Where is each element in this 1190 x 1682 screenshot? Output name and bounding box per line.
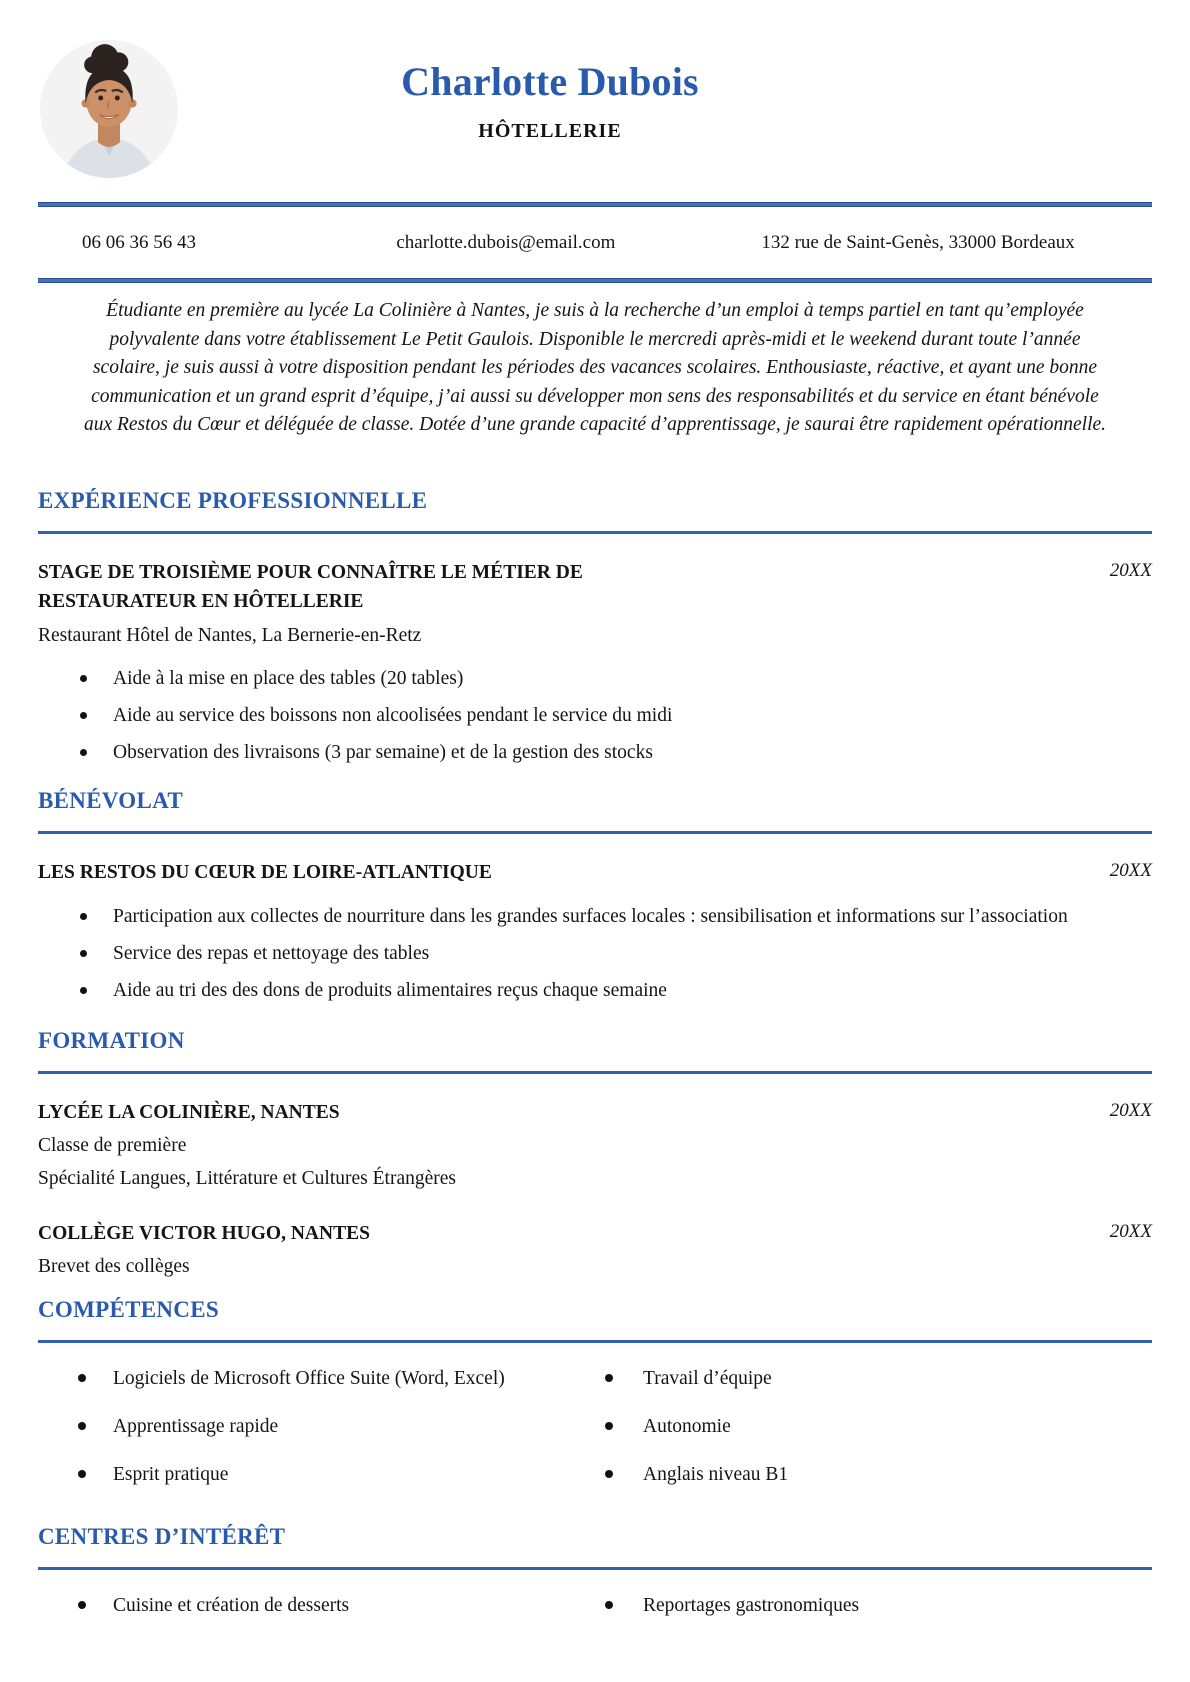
- entry-header: [38, 558, 1152, 616]
- experience-entry: [38, 558, 1152, 766]
- volunteering-heading: BÉNÉVOLAT: [38, 787, 183, 813]
- skill-item: Travail d’équipe: [595, 1365, 1152, 1392]
- skills-rule: [38, 1340, 1152, 1343]
- skills-heading: COMPÉTENCES: [38, 1296, 219, 1322]
- interests-columns: [38, 1592, 1152, 1619]
- profile-summary: Étudiante en première au lycée La Colinière à Nantes, je suis à la recherche d’un emploi à temps partiel en tant qu’employée polyvalente dans votre établissement Le Petit Gaulois. Disponible le mercredi après-midi et le weekend durant toute l’année scolaire, je suis aussi à votre disposition pendant les périodes des vacances scolaires. Enthousiaste, réactive, et ayant une bonne communication et un grand esprit d’équipe, j’ai aussi su développer mon sens des responsabilités et du service en étant bénévole aux Restos du Cœur et déléguée de classe. Dotée d’une grande capacité d’apprentissage, je saurai être rapidement opérationnelle.: [83, 300, 1107, 435]
- entry-date: 20XX: [1109, 1099, 1152, 1121]
- postal-address: 132 rue de Saint-Genès, 33000 Bordeaux: [761, 231, 1075, 253]
- section-education: [38, 1028, 1152, 1281]
- volunteering-rule: [38, 831, 1152, 834]
- bullet-item: Observation des livraisons (3 par semaine) et de la gestion des stocks: [38, 739, 1152, 766]
- education-detail: Spécialité Langues, Littérature et Cultures Étrangères: [38, 1167, 457, 1189]
- interest-item: Reportages gastronomiques: [595, 1592, 1152, 1619]
- bullet-item: Service des repas et nettoyage des tables: [38, 940, 1152, 967]
- experience-rule: [38, 531, 1152, 534]
- skill-item: Autonomie: [595, 1413, 1152, 1440]
- entry-title: STAGE DE TROISIÈME POUR CONNAÎTRE LE MÉTIER DE RESTAURATEUR EN HÔTELLERIE: [38, 561, 583, 612]
- bullet-item: Aide au service des boissons non alcoolisées pendant le service du midi: [38, 702, 1152, 729]
- education-detail: Classe de première: [38, 1134, 187, 1156]
- interests-rule: [38, 1567, 1152, 1570]
- skill-item: Logiciels de Microsoft Office Suite (Word, Excel): [38, 1365, 595, 1392]
- entry-date: 20XX: [1109, 559, 1152, 581]
- education-heading: FORMATION: [38, 1027, 185, 1053]
- email-address: charlotte.dubois@email.com: [396, 231, 616, 253]
- education-entry: [38, 1098, 1152, 1193]
- skill-item: Apprentissage rapide: [38, 1413, 595, 1440]
- interest-item: Cuisine et création de desserts: [38, 1592, 595, 1619]
- entry-date: 20XX: [1109, 859, 1152, 881]
- section-interests: [38, 1524, 1152, 1619]
- education-detail: Brevet des collèges: [38, 1255, 190, 1277]
- name-block: [0, 60, 1100, 143]
- header-divider-bottom: [38, 278, 1152, 283]
- experience-heading: EXPÉRIENCE PROFESSIONNELLE: [38, 487, 428, 513]
- bullet-item: Participation aux collectes de nourriture dans les grandes surfaces locales : sensibilisation et informations sur l’association: [38, 903, 1152, 930]
- section-experience: [38, 488, 1152, 766]
- bullet-item: Aide au tri des des dons de produits alimentaires reçus chaque semaine: [38, 977, 1152, 1004]
- volunteering-entry: [38, 858, 1152, 1004]
- bullet-item: Aide à la mise en place des tables (20 tables): [38, 665, 1152, 692]
- contact-row: [38, 207, 1152, 278]
- interests-heading: CENTRES D’INTÉRÊT: [38, 1523, 286, 1549]
- section-skills: [38, 1297, 1152, 1488]
- education-rule: [38, 1071, 1152, 1074]
- skills-column-left: [38, 1365, 595, 1488]
- entry-title: LES RESTOS DU CŒUR DE LOIRE-ATLANTIQUE: [38, 861, 492, 883]
- candidate-title: HÔTELLERIE: [478, 120, 622, 142]
- entry-bullet-list: [38, 903, 1152, 1004]
- skill-item: Anglais niveau B1: [595, 1461, 1152, 1488]
- entry-bullet-list: [38, 665, 1152, 766]
- phone-number: 06 06 36 56 43: [82, 231, 196, 253]
- section-volunteering: [38, 788, 1152, 1004]
- entry-header: [38, 1098, 1152, 1127]
- entry-title: LYCÉE LA COLINIÈRE, NANTES: [38, 1101, 340, 1123]
- entry-header: [38, 1219, 1152, 1248]
- candidate-name: Charlotte Dubois: [401, 59, 699, 104]
- skills-column-right: [595, 1365, 1152, 1488]
- entry-subtitle: Restaurant Hôtel de Nantes, La Bernerie-en-Retz: [38, 624, 422, 646]
- entry-header: [38, 858, 1152, 887]
- skill-item: Esprit pratique: [38, 1461, 595, 1488]
- interests-column-right: [595, 1592, 1152, 1619]
- education-entry: [38, 1219, 1152, 1281]
- resume-header: [0, 0, 1190, 202]
- interests-column-left: [38, 1592, 595, 1619]
- entry-title: COLLÈGE VICTOR HUGO, NANTES: [38, 1222, 370, 1244]
- entry-date: 20XX: [1109, 1220, 1152, 1242]
- skills-columns: [38, 1365, 1152, 1488]
